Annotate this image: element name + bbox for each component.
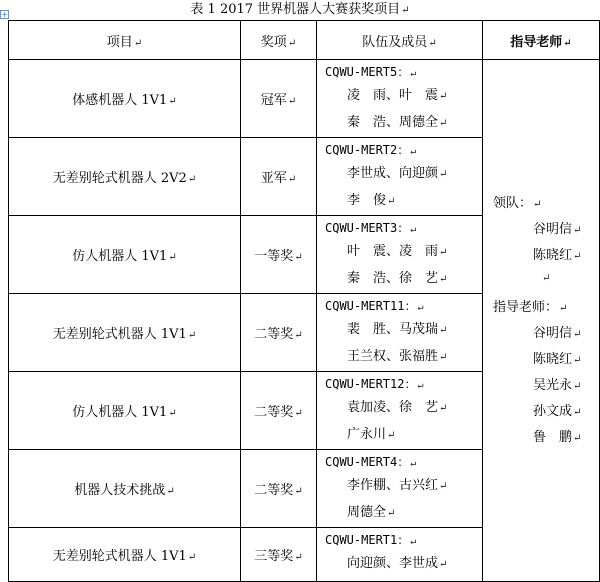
team-name: CQWU-MERT4：↵: [325, 455, 417, 469]
team-name: CQWU-MERT1：↵: [325, 533, 417, 547]
team-name: CQWU-MERT5：↵: [325, 65, 417, 79]
header-award: 奖项↵: [241, 21, 317, 60]
item-cell: 机器人技术挑战↵: [9, 450, 241, 528]
award-cell: 二等奖↵: [241, 450, 317, 528]
member-line: 王兰权、张福胜↵: [347, 349, 448, 364]
table-caption: [0, 0, 600, 20]
advisor-label: 指导老师：↵: [493, 300, 568, 315]
team-cell: [317, 294, 483, 372]
team-name: CQWU-MERT3：↵: [325, 221, 417, 235]
member-line: 李作棚、古兴红↵: [347, 478, 448, 493]
team-cell: [317, 138, 483, 216]
leader-label: 领队：↵: [493, 196, 542, 211]
header-row: [9, 21, 600, 60]
member-line: 广永川↵: [347, 427, 396, 442]
advisor-name: 鲁 鹏↵: [533, 430, 582, 445]
member-line: 叶 震、凌 雨↵: [347, 244, 448, 259]
blank-paragraph: ↵: [542, 273, 551, 284]
team-cell: [317, 450, 483, 528]
item-cell: 无差别轮式机器人 1V1↵: [9, 294, 241, 372]
item-cell: 仿人机器人 1V1↵: [9, 216, 241, 294]
member-line: 李 俊↵: [347, 193, 396, 208]
team-cell: [317, 60, 483, 138]
advisor-name: 吴光永↵: [533, 378, 582, 393]
team-cell: [317, 216, 483, 294]
item-cell: 仿人机器人 1V1↵: [9, 372, 241, 450]
item-cell: 体感机器人 1V1↵: [9, 60, 241, 138]
advisor-list: [483, 60, 599, 581]
header-item: 项目↵: [9, 21, 241, 60]
table-move-handle-icon[interactable]: +: [1, 10, 8, 19]
member-line: 周德全↵: [347, 505, 396, 520]
header-team: 队伍及成员↵: [317, 21, 483, 60]
member-line: 裴 胜、马茂瑞↵: [347, 322, 448, 337]
member-line: 秦 浩、周德全↵: [347, 115, 448, 130]
team-name: CQWU-MERT12：↵: [325, 377, 424, 391]
item-cell: 无差别轮式机器人 2V2↵: [9, 138, 241, 216]
member-line: 李世成、向迎颜↵: [347, 166, 448, 181]
table-row: [9, 60, 600, 138]
member-line: 袁加凌、徐 艺↵: [347, 400, 448, 415]
caption-text: 表 1 2017 世界机器人大赛获奖项目: [190, 2, 401, 17]
award-cell: 冠军↵: [241, 60, 317, 138]
leader-name: 谷明信↵: [533, 222, 582, 237]
advisor-name: 谷明信↵: [533, 326, 582, 341]
member-line: 向迎颜、李世成↵: [347, 556, 448, 571]
awards-table: [8, 20, 600, 582]
item-cell: 无差别轮式机器人 1V1↵: [9, 528, 241, 582]
advisor-cell: [483, 60, 600, 582]
award-cell: 亚军↵: [241, 138, 317, 216]
advisor-name: 陈晓红↵: [533, 352, 582, 367]
paragraph-mark-icon: ↵: [401, 5, 410, 16]
member-line: 凌 雨、叶 震↵: [347, 88, 448, 103]
award-cell: 二等奖↵: [241, 294, 317, 372]
award-cell: 三等奖↵: [241, 528, 317, 582]
leader-name: 陈晓红↵: [533, 248, 582, 263]
member-line: 秦 浩、徐 艺↵: [347, 271, 448, 286]
award-cell: 一等奖↵: [241, 216, 317, 294]
advisor-name: 孙文成↵: [533, 404, 582, 419]
team-name: CQWU-MERT11：↵: [325, 299, 424, 313]
award-cell: 二等奖↵: [241, 372, 317, 450]
header-advisor: 指导老师↵: [483, 21, 600, 60]
team-name: CQWU-MERT2：↵: [325, 143, 417, 157]
team-cell: [317, 528, 483, 582]
team-cell: [317, 372, 483, 450]
